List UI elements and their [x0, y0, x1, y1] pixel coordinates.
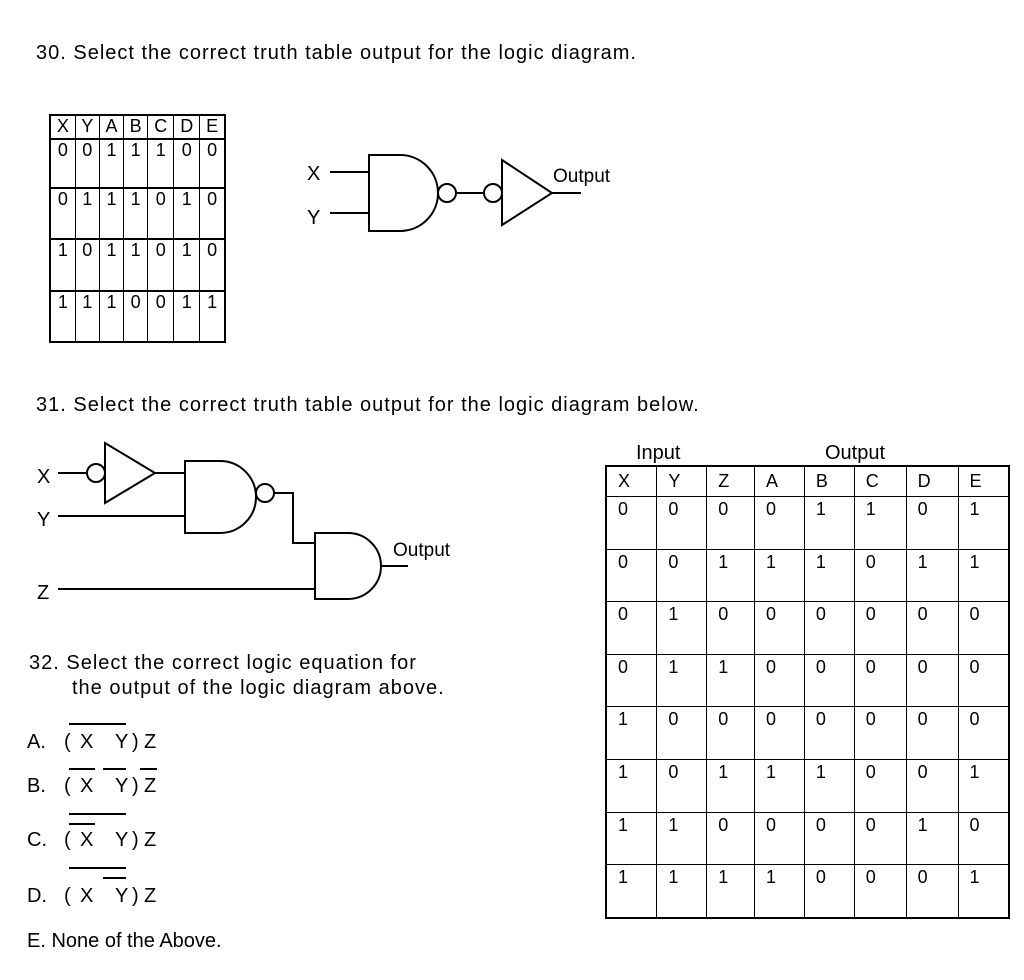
table-cell: 1 — [124, 239, 148, 290]
table-cell: 1 — [804, 549, 854, 602]
option-letter: B. — [27, 775, 46, 797]
table-cell: 0 — [50, 139, 75, 188]
paren-open: ( — [64, 885, 72, 907]
header-cell: D — [906, 466, 958, 496]
table-cell: 0 — [657, 760, 707, 813]
table-cell: 0 — [906, 865, 958, 918]
table-cell: 1 — [958, 760, 1009, 813]
table-cell: 0 — [854, 602, 906, 655]
table-cell: 1 — [606, 865, 657, 918]
table-cell: 1 — [174, 291, 200, 342]
input-group-label: Input — [636, 442, 681, 464]
table-cell: 0 — [148, 291, 174, 342]
table-cell: 0 — [958, 812, 1009, 865]
table-cell: 0 — [755, 812, 805, 865]
table-row — [606, 707, 1009, 760]
header-cell: B — [804, 466, 854, 496]
table-cell: 1 — [755, 549, 805, 602]
table-cell: 0 — [958, 654, 1009, 707]
table-cell: 0 — [124, 291, 148, 342]
input-z-label: Z — [37, 582, 50, 604]
header-cell: X — [606, 466, 657, 496]
table-cell: 1 — [707, 760, 755, 813]
table-cell: 1 — [50, 239, 75, 290]
table-cell: 0 — [804, 865, 854, 918]
table-cell: 1 — [854, 496, 906, 549]
table-cell: 0 — [707, 602, 755, 655]
header-cell: D — [174, 115, 200, 139]
table-cell: 0 — [707, 812, 755, 865]
table-cell: 1 — [75, 188, 99, 239]
question-32-line-2: the output of the logic diagram above. — [72, 677, 445, 699]
table-row — [606, 865, 1009, 918]
overline-outer — [69, 867, 126, 869]
question-30-text: 30. Select the correct truth table output for the logic diagram. — [36, 42, 637, 64]
table-row — [606, 549, 1009, 602]
table-row — [606, 654, 1009, 707]
input-x-label: X — [37, 466, 51, 488]
paren-close: ) — [132, 885, 140, 907]
input-x-label: X — [307, 163, 321, 185]
nand-bubble — [256, 484, 274, 502]
table-cell: 0 — [854, 549, 906, 602]
header-cell: B — [124, 115, 148, 139]
option-e[interactable]: E. None of the Above. — [27, 930, 222, 952]
table-cell: 0 — [906, 654, 958, 707]
table-row — [606, 496, 1009, 549]
overline-nand — [69, 723, 126, 725]
table-cell: 0 — [657, 707, 707, 760]
table-cell: 1 — [50, 291, 75, 342]
var-x: X — [80, 829, 95, 851]
input-y-label: Y — [37, 509, 51, 531]
table-cell: 0 — [606, 654, 657, 707]
input-y-label: Y — [307, 207, 321, 229]
table-cell: 1 — [958, 549, 1009, 602]
header-cell: Y — [657, 466, 707, 496]
paren-open: ( — [64, 829, 72, 851]
paren-close: ) — [132, 829, 140, 851]
overline-y — [103, 768, 126, 770]
table-cell: 0 — [707, 707, 755, 760]
table-cell: 1 — [958, 865, 1009, 918]
table-header-row — [606, 466, 1009, 496]
table-cell: 1 — [657, 602, 707, 655]
table-cell: 0 — [854, 760, 906, 813]
table-cell: 1 — [958, 496, 1009, 549]
table-cell: 1 — [804, 760, 854, 813]
table-cell: 1 — [124, 188, 148, 239]
table-cell: 1 — [755, 760, 805, 813]
table-cell: 0 — [854, 812, 906, 865]
table-cell: 1 — [707, 654, 755, 707]
table-cell: 0 — [755, 654, 805, 707]
output-label: Output — [393, 540, 451, 561]
header-cell: C — [854, 466, 906, 496]
overline-outer — [69, 813, 126, 815]
and-gate-2 — [315, 533, 381, 599]
table-cell: 1 — [99, 139, 123, 188]
table-cell: 0 — [804, 812, 854, 865]
table-cell: 0 — [200, 239, 225, 290]
table-cell: 1 — [124, 139, 148, 188]
var-x: X — [80, 775, 95, 797]
question-31-text: 31. Select the correct truth table output for the logic diagram below. — [36, 394, 700, 416]
buffer-triangle — [105, 443, 155, 503]
paren-open: ( — [64, 775, 72, 797]
table-cell: 0 — [75, 139, 99, 188]
table-cell: 0 — [906, 602, 958, 655]
table-cell: 0 — [755, 496, 805, 549]
table-cell: 0 — [906, 496, 958, 549]
table-cell: 0 — [606, 496, 657, 549]
table-cell: 0 — [755, 707, 805, 760]
table-cell: 0 — [200, 188, 225, 239]
paren-close: ) — [132, 731, 140, 753]
var-x: X — [80, 731, 95, 753]
table-cell: 0 — [854, 707, 906, 760]
question-32-line-1: 32. Select the correct logic equation for — [29, 652, 417, 674]
paren-close: ) — [132, 775, 140, 797]
var-z: Z — [144, 731, 158, 753]
table-cell: 0 — [148, 188, 174, 239]
table-cell: 0 — [50, 188, 75, 239]
output-label: Output — [553, 166, 611, 187]
table-cell: 0 — [804, 602, 854, 655]
table-cell: 1 — [174, 188, 200, 239]
and-gate-1 — [185, 461, 256, 533]
var-y: Y — [115, 829, 130, 851]
table-cell: 1 — [99, 188, 123, 239]
table-cell: 0 — [657, 549, 707, 602]
table-cell: 1 — [657, 654, 707, 707]
table-cell: 1 — [606, 812, 657, 865]
table-cell: 0 — [854, 654, 906, 707]
var-x: X — [80, 885, 95, 907]
var-y: Y — [115, 775, 130, 797]
var-z: Z — [144, 829, 158, 851]
table-cell: 1 — [906, 812, 958, 865]
table-cell: 1 — [200, 291, 225, 342]
table-cell: 0 — [906, 760, 958, 813]
header-cell: Z — [707, 466, 755, 496]
table-cell: 0 — [148, 239, 174, 290]
table-cell: 1 — [606, 760, 657, 813]
table-cell: 0 — [906, 707, 958, 760]
table-cell: 1 — [99, 239, 123, 290]
table-cell: 1 — [75, 291, 99, 342]
var-z: Z — [144, 885, 158, 907]
var-z: Z — [144, 775, 158, 797]
table-cell: 0 — [657, 496, 707, 549]
table-row — [606, 812, 1009, 865]
table-row — [606, 602, 1009, 655]
table-cell: 0 — [755, 602, 805, 655]
wire-to-gate-2 — [274, 493, 315, 543]
table-cell: 0 — [606, 602, 657, 655]
table-cell: 1 — [707, 865, 755, 918]
option-letter: C. — [27, 829, 47, 851]
not-input-bubble — [87, 464, 105, 482]
table-cell: 0 — [606, 549, 657, 602]
table-cell: 1 — [906, 549, 958, 602]
table-cell: 1 — [707, 549, 755, 602]
header-cell: E — [958, 466, 1009, 496]
overline-x — [69, 768, 95, 770]
option-letter: A. — [27, 731, 46, 753]
table-row — [606, 760, 1009, 813]
table-cell: 0 — [200, 139, 225, 188]
table-cell: 0 — [174, 139, 200, 188]
var-y: Y — [115, 885, 130, 907]
table-cell: 1 — [606, 707, 657, 760]
truth-table-q31 — [605, 465, 1010, 919]
table-cell: 0 — [707, 496, 755, 549]
table-cell: 1 — [657, 812, 707, 865]
header-cell: A — [99, 115, 123, 139]
header-cell: C — [148, 115, 174, 139]
overline-y — [103, 877, 126, 879]
header-cell: Y — [75, 115, 99, 139]
table-cell: 1 — [148, 139, 174, 188]
table-cell: 0 — [958, 602, 1009, 655]
table-cell: 1 — [99, 291, 123, 342]
output-group-label: Output — [825, 442, 886, 464]
overline-z — [140, 768, 157, 770]
overline-x — [69, 823, 95, 825]
table-cell: 1 — [657, 865, 707, 918]
var-y: Y — [115, 731, 130, 753]
header-cell: E — [200, 115, 225, 139]
table-cell: 1 — [804, 496, 854, 549]
table-cell: 1 — [755, 865, 805, 918]
header-cell: A — [755, 466, 805, 496]
table-cell: 1 — [174, 239, 200, 290]
table-cell: 0 — [804, 707, 854, 760]
option-letter: D. — [27, 885, 47, 907]
header-cell: X — [50, 115, 75, 139]
table-cell: 0 — [75, 239, 99, 290]
table-cell: 0 — [854, 865, 906, 918]
table-cell: 0 — [804, 654, 854, 707]
table-cell: 0 — [958, 707, 1009, 760]
paren-open: ( — [64, 731, 72, 753]
